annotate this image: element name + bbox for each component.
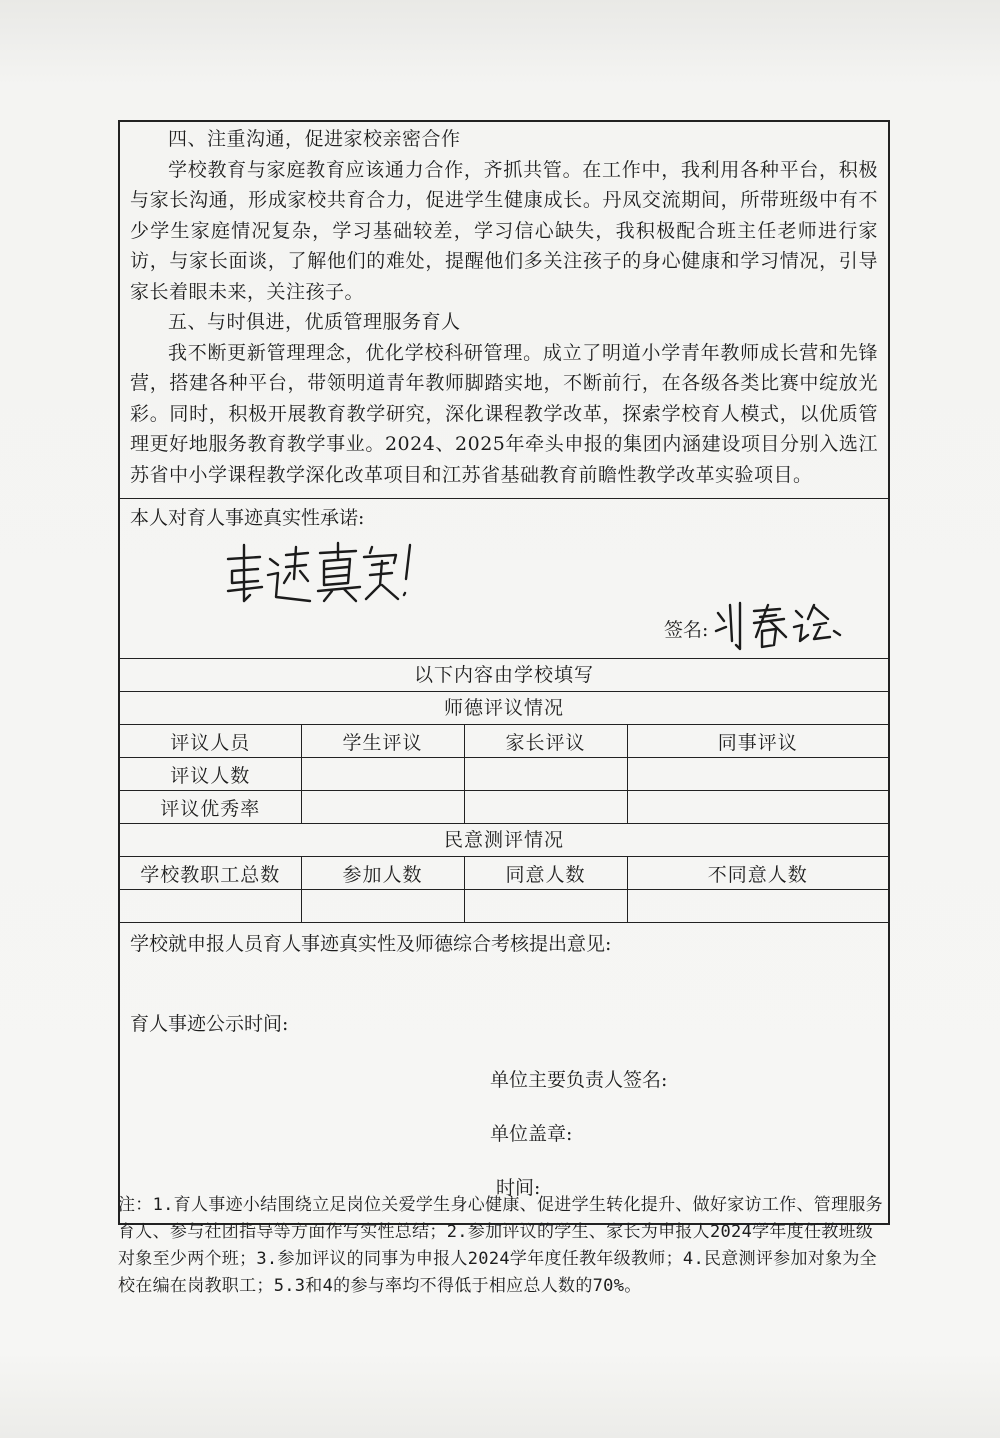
signature-label: 签名: [664,619,709,641]
footnote: 注：1.育人事迹小结围绕立足岗位关爱学生身心健康、促进学生转化提升、做好家访工作、管理服务育人、参与社团指导等方面作写实性总结；2.参加评议的学生、家长为申报人2024学年度任教班级对象至少两个班；3.参加评议的同事为申报人2024学年度任教年级教师；4.民意测评参加对象为全校在编在岗教职工；5.3和4的参与率均不得低于相应总人数的70%。 [118,1195,883,1296]
handwritten-commitment [220,539,420,613]
stamp-label: 单位盖章: [490,1123,573,1145]
header-cell: 学生评议 [301,725,464,758]
table-row [120,725,888,758]
header-cell: 同事评议 [627,725,888,758]
opinion-section [120,923,888,1223]
commitment-section [120,499,888,659]
table-row [120,890,888,923]
application-form [118,120,890,1225]
header-cell: 参加人数 [301,857,464,890]
narrative-section [120,122,888,499]
empty-cell[interactable] [301,890,464,923]
empty-cell[interactable] [627,791,888,824]
signature [710,597,850,661]
time-label: 时间: [496,1177,541,1199]
commitment-label: 本人对育人事迹真实性承诺: [130,507,365,529]
leader-signature-label: 单位主要负责人签名: [490,1069,668,1091]
publicity-time-label: 育人事迹公示时间: [130,1013,289,1035]
table-row [120,791,888,824]
survey-table-section [120,857,888,923]
table-row [120,857,888,890]
row-label: 评议人数 [120,758,301,791]
empty-cell[interactable] [627,758,888,791]
header-cell: 不同意人数 [627,857,888,890]
row-label: 评议优秀率 [120,791,301,824]
paragraph-5: 我不断更新管理理念，优化学校科研管理。成立了明道小学青年教师成长营和先锋营，搭建各种平台，带领明道青年教师脚踏实地，不断前行，在各级各类比赛中绽放光彩。同时，积极开展教育教学研究，深化课程教学改革，探索学校育人模式，以优质管理更好地服务教育教学事业。2024、2025年牵头申报的集团内涵建设项目分别入选江苏省中小学课程教学深化改革项目和江苏省基础教育前瞻性教学改革实验项目。 [130,341,878,486]
empty-cell[interactable] [464,890,627,923]
empty-cell[interactable] [301,758,464,791]
heading-5: 五、与时俱进，优质管理服务育人 [168,311,461,333]
header-cell: 同意人数 [464,857,627,890]
empty-cell[interactable] [464,758,627,791]
school-section-title: 以下内容由学校填写 [120,659,888,692]
ethics-table-section [120,725,888,824]
empty-cell[interactable] [464,791,627,824]
survey-title: 民意测评情况 [120,824,888,857]
empty-cell[interactable] [120,890,301,923]
table-row [120,758,888,791]
opinion-label: 学校就申报人员育人事迹真实性及师德综合考核提出意见: [130,933,612,955]
header-cell: 家长评议 [464,725,627,758]
survey-table [120,857,888,922]
ethics-title: 师德评议情况 [120,692,888,725]
header-cell: 学校教职工总数 [120,857,301,890]
paragraph-4: 学校教育与家庭教育应该通力合作，齐抓共管。在工作中，我利用各种平台，积极与家长沟通，形成家校共育合力，促进学生健康成长。丹凤交流期间，所带班级中有不少学生家庭情况复杂，学习基础较差，学习信心缺失，我积极配合班主任老师进行家访，与家长面谈，了解他们的难处，提醒他们多关注孩子的身心健康和学习情况，引导家长着眼未来，关注孩子。 [130,158,878,303]
heading-4: 四、注重沟通，促进家校亲密合作 [168,128,461,150]
empty-cell[interactable] [301,791,464,824]
ethics-table [120,725,888,823]
header-cell: 评议人员 [120,725,301,758]
empty-cell[interactable] [627,890,888,923]
